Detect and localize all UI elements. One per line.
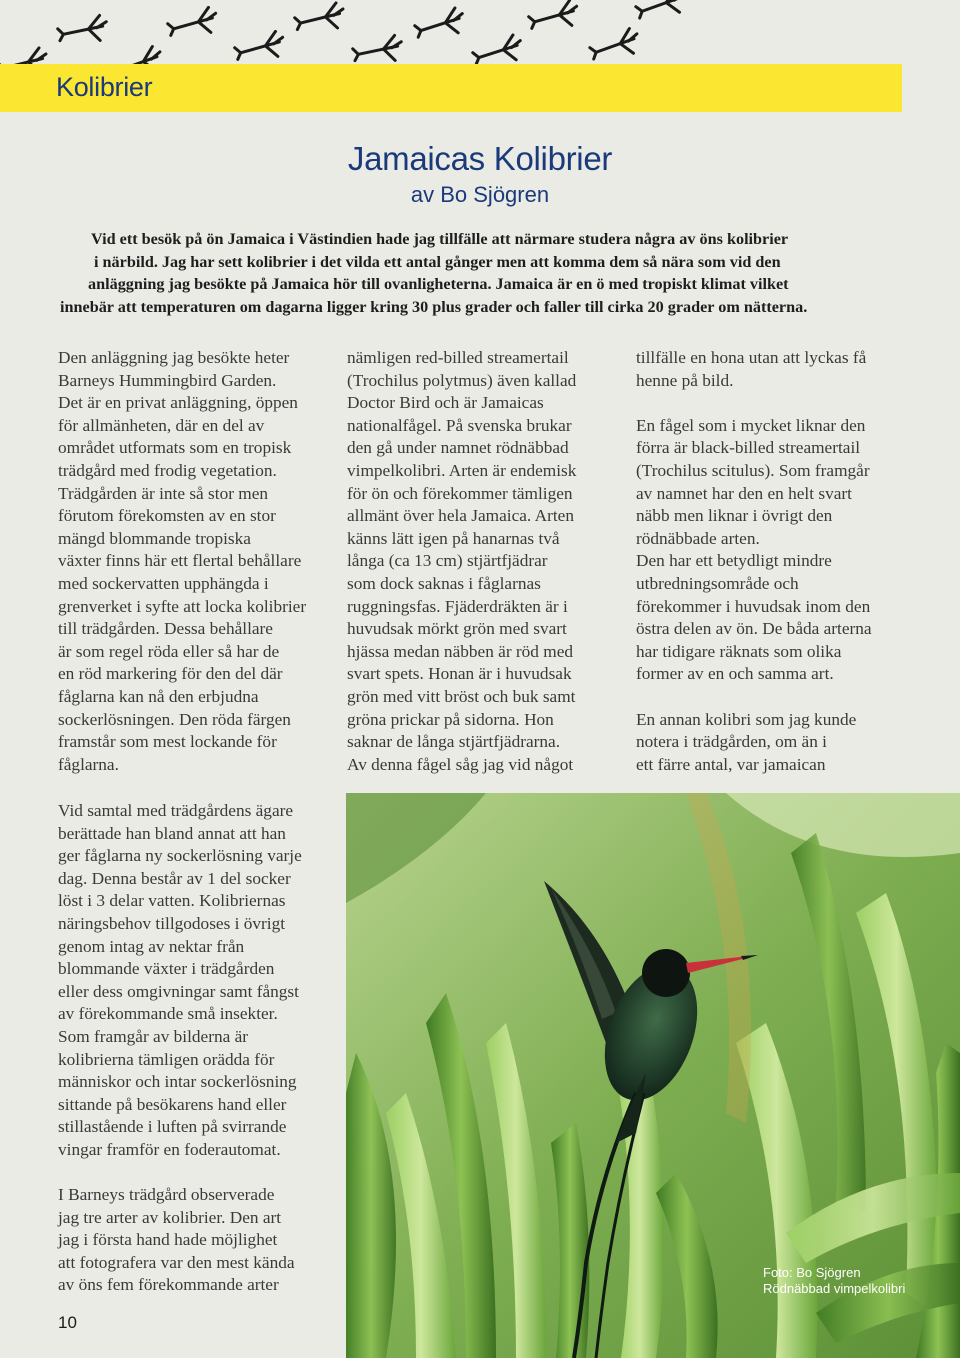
bird-track-icon <box>166 6 219 39</box>
text-line: utbredningsområde och <box>636 573 799 593</box>
page-number: 10 <box>58 1313 77 1332</box>
text-line: tillfälle en hona utan att lyckas få <box>636 348 867 367</box>
text-line: för ön och förekommer tämligen <box>347 483 573 503</box>
text-line: Barneys Hummingbird Garden. <box>58 370 277 390</box>
text-line: Trädgården är inte så stor men <box>58 483 269 503</box>
text-line: jag tre arter av kolibrier. Den art <box>58 1207 282 1227</box>
intro-line: i närbild. Jag har sett kolibrier i det vilda ett antal gånger men att komma dem så nära som vid den <box>94 252 781 271</box>
text-line: grön med vitt bröst och buk samt <box>347 686 576 706</box>
text-line: eller dess omgivningar samt fångst <box>58 981 299 1001</box>
text-line: dag. Denna består av 1 del socker <box>58 868 291 888</box>
text-line: ruggningsfas. Fjäderdräkten är i <box>347 596 568 616</box>
bird-track-icon <box>413 7 466 42</box>
column-1-bottom <box>58 800 302 1297</box>
bird-track-icon <box>352 35 403 65</box>
text-line: vingar framför en foderautomat. <box>58 1139 281 1159</box>
text-line: en röd markering för den del där <box>58 664 283 684</box>
text-line: näringsbehov tillgodoses i övrigt <box>58 913 286 933</box>
bird-track-icon <box>293 2 345 34</box>
text-line: svart spets. Honan är i huvudsak <box>347 664 572 684</box>
text-line: rödnäbbade arten. <box>636 528 760 548</box>
text-line: har tidigare räknats som olika <box>636 641 842 661</box>
text-line: berättade han bland annat att han <box>58 823 286 843</box>
bird-track-icon <box>527 0 580 33</box>
text-line: att fotografera var den mest kända <box>58 1252 295 1272</box>
text-line: En fågel som i mycket liknar den <box>636 415 866 435</box>
column-3 <box>636 347 872 776</box>
text-line: huvudsak mörkt grön med svart <box>347 619 567 639</box>
photo-credit <box>763 1265 905 1297</box>
column-2 <box>347 347 576 776</box>
text-line: som dock saknas i fåglarnas <box>347 573 541 593</box>
photo-caption: Rödnäbbad vimpelkolibri <box>763 1281 906 1296</box>
column-1-top <box>58 347 306 776</box>
text-line: (Trochilus scitulus). Som framgår <box>636 460 870 480</box>
text-line: löst i 3 delar vatten. Kolibriernas <box>58 891 286 911</box>
text-line: nämligen red-billed streamertail <box>347 348 569 367</box>
text-line: gröna prickar på sidorna. Hon <box>347 709 554 729</box>
text-line: ett färre antal, var jamaican <box>636 754 826 774</box>
intro-line: anläggning jag besökte på Jamaica hör till ovanligheterna. Jamaica är en ö med tropiskt klimat vilket <box>88 275 789 294</box>
text-line: förutom förekomsten av en stor <box>58 506 276 526</box>
text-line: genom intag av nektar från <box>58 936 245 956</box>
text-line: växter finns här ett flertal behållare <box>58 551 302 571</box>
text-line: människor och intar sockerlösning <box>58 1072 297 1092</box>
photo-credit-line: Foto: Bo Sjögren <box>763 1265 861 1280</box>
text-line: hjässa medan näbben är röd med <box>347 641 574 661</box>
text-line: Vid samtal med trädgårdens ägare <box>58 801 294 820</box>
text-line: stillastående i luften på svirrande <box>58 1117 287 1137</box>
text-line: mängd blommande tropiska <box>58 528 251 548</box>
bird-track-icon <box>57 15 108 45</box>
text-line: notera i trädgården, om än i <box>636 732 827 752</box>
text-line: allmänt över hela Jamaica. Arten <box>347 506 574 526</box>
text-line: av förekommande små insekter. <box>58 1004 278 1024</box>
text-line: sittande på besökarens hand eller <box>58 1094 287 1114</box>
text-line: Den har ett betydligt mindre <box>636 551 832 571</box>
bird-track-icon <box>634 0 688 22</box>
text-line: förekommer i huvudsak inom den <box>636 596 871 616</box>
text-line: grenverket i syfte att locka kolibrier <box>58 596 307 616</box>
text-line: En annan kolibri som jag kunde <box>636 709 857 729</box>
text-line: trädgård med frodig vegetation. <box>58 460 277 480</box>
text-line: till trädgården. Dessa behållare <box>58 619 273 639</box>
text-line: kolibrierna tämligen orädda för <box>58 1049 275 1069</box>
text-line: Doctor Bird och är Jamaicas <box>347 393 544 413</box>
text-line: långa (ca 13 cm) stjärtfjädrar <box>347 551 548 571</box>
text-line: jag i första hand hade möjlighet <box>58 1230 278 1250</box>
article-byline: av Bo Sjögren <box>410 182 550 207</box>
text-line: den gå under namnet rödnäbbad <box>347 438 569 458</box>
text-line: I Barneys trädgård observerade <box>58 1185 275 1205</box>
text-line: östra delen av ön. De båda arterna <box>636 619 872 639</box>
text-line: fåglarna. <box>58 754 119 774</box>
text-line: framstår som mest lockande för <box>58 732 277 752</box>
section-title: Kolibrier <box>56 72 153 102</box>
text-line: Som framgår av bilderna är <box>58 1026 249 1046</box>
bird-track-icon <box>588 27 642 63</box>
text-line: för allmänheten, där en del av <box>58 415 265 435</box>
text-line: saknar de långa stjärtfjädrarna. <box>347 732 561 752</box>
intro-line: innebär att temperaturen om dagarna ligger kring 30 plus grader och faller till cirka 20 grader om nätterna. <box>60 297 808 316</box>
text-line: former av en och samma art. <box>636 664 834 684</box>
article-title: Jamaicas Kolibrier <box>347 140 613 177</box>
text-line: sockerlösningen. Den röda färgen <box>58 709 291 729</box>
text-line: ger fåglarna ny sockerlösning varje <box>58 846 302 866</box>
text-line: av namnet har den en helt svart <box>636 483 852 503</box>
text-line: med sockervatten upphängda i <box>58 573 269 593</box>
article-intro <box>58 228 904 318</box>
text-line: blommande växter i trädgården <box>58 959 275 979</box>
text-line: Det är en privat anläggning, öppen <box>58 393 298 413</box>
text-line: är som regel röda eller så har de <box>58 641 280 661</box>
text-line: Av denna fågel såg jag vid något <box>347 754 574 774</box>
text-line: (Trochilus polytmus) även kallad <box>347 370 577 390</box>
text-line: henne på bild. <box>636 370 734 390</box>
text-line: nationalfågel. På svenska brukar <box>347 415 572 435</box>
text-line: näbb men liknar i övrigt den <box>636 506 833 526</box>
text-line: förra är black-billed streamertail <box>636 438 861 458</box>
text-line: känns lätt igen på hanarnas två <box>347 528 560 548</box>
intro-line: Vid ett besök på ön Jamaica i Västindien hade jag tillfälle att närmare studera några av öns kolibrier <box>91 230 789 248</box>
text-line: fåglarna kan nå den erbjudna <box>58 686 259 706</box>
text-line: Den anläggning jag besökte heter <box>58 348 290 367</box>
text-line: vimpelkolibri. Arten är endemisk <box>347 460 577 480</box>
text-line: området utformats som en tropisk <box>58 438 292 458</box>
text-line: av öns fem förekommande arter <box>58 1275 279 1295</box>
bird-track-icon <box>233 30 286 63</box>
